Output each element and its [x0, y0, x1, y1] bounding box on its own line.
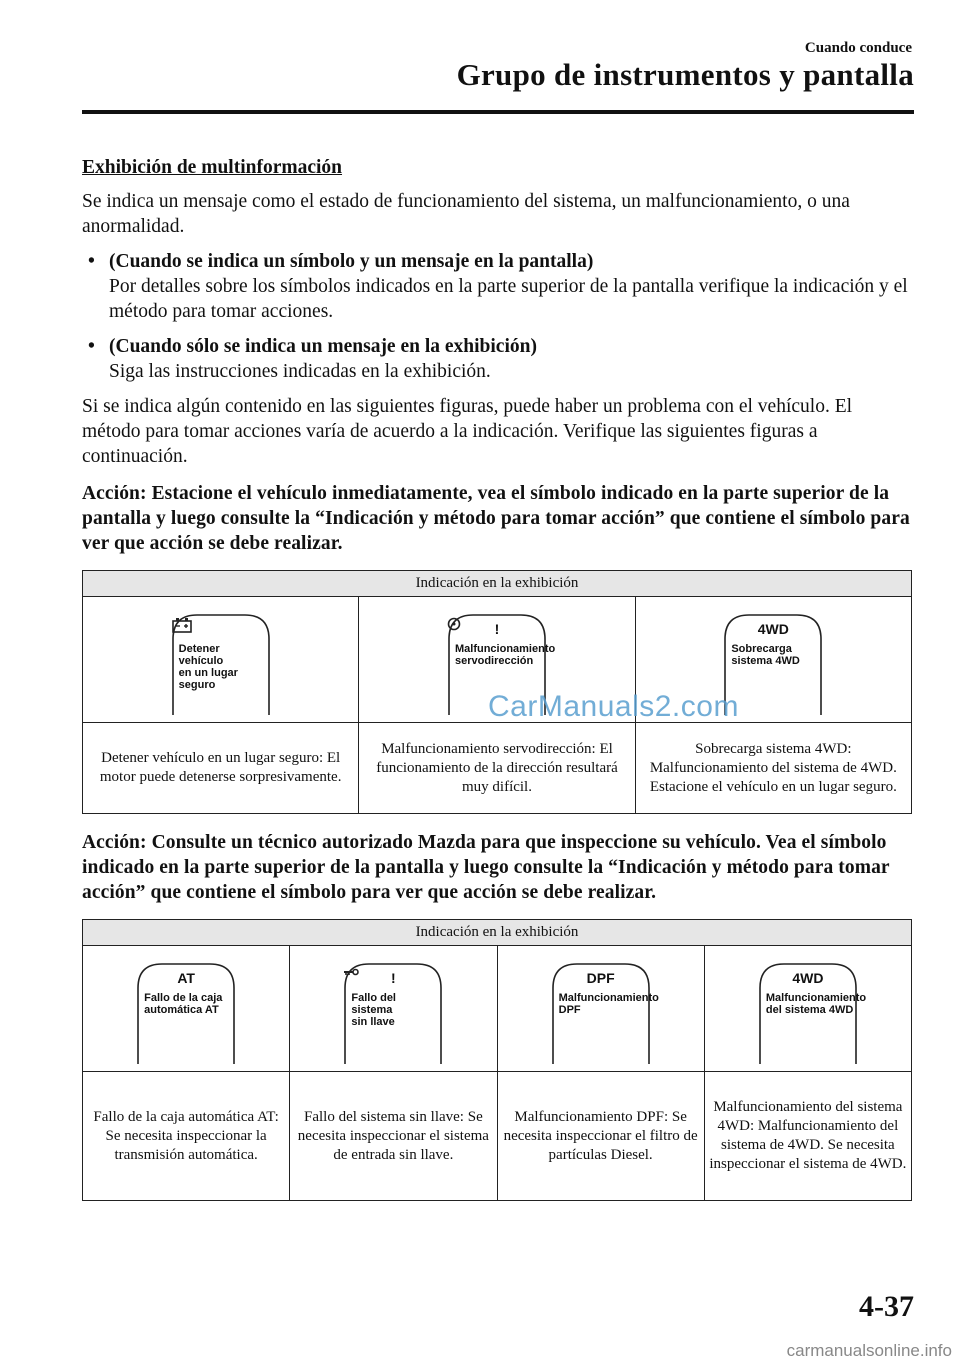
4wd-symbol: 4WD	[757, 621, 789, 637]
footer-site: carmanualsonline.info	[786, 1341, 952, 1360]
screen-message: Malfuncionamiento servodirección	[454, 643, 556, 667]
display-image-cell	[290, 946, 497, 1072]
screen-message: Detener vehículo en un lugar seguro	[178, 643, 238, 691]
display-description: Sobrecarga sistema 4WD: Malfuncionamiento del sistema de 4WD. Estacione el vehículo en un lugar seguro.	[635, 723, 911, 814]
bullet-heading: (Cuando sólo se indica un mensaje en la exhibición)	[109, 336, 537, 357]
action-instruction-1: Acción: Estacione el vehículo inmediatamente, vea el símbolo indicado en la parte superior de la pantalla y luego consulte la “Indicación y método para tomar acción” que contiene el símbolo para ver que acción se debe realizar.	[82, 483, 910, 554]
power-steering-warning-icon: !	[447, 617, 547, 642]
note-paragraph: Si se indica algún contenido en las siguientes figuras, puede haber un problema con el vehículo. El método para tomar acciones varía de acuerdo a la indicación. Verifique las siguientes figuras a continuación.	[82, 396, 853, 467]
bullet-text: Por detalles sobre los símbolos indicados en la parte superior de la pantalla verifique la indicación y el método para tomar acciones.	[109, 276, 908, 322]
bullet-text: Siga las instrucciones indicadas en la exhibición.	[109, 361, 491, 382]
table-header: Indicación en la exhibición	[83, 920, 912, 946]
section-label: Cuando conduce	[804, 40, 912, 56]
bullet-item	[82, 334, 912, 384]
at-symbol: AT	[177, 970, 195, 986]
watermark: CarManuals2.com	[488, 690, 739, 723]
display-screen	[758, 960, 867, 1064]
intro-paragraph: Se indica un mensaje como el estado de funcionamiento del sistema, un malfuncionamiento, o una anormalidad.	[82, 191, 850, 237]
bullet-heading: (Cuando se indica un símbolo y un mensaje en la pantalla)	[109, 251, 594, 272]
display-image-cell	[83, 597, 359, 723]
bullet-dot: •	[88, 336, 95, 357]
4wd-symbol: 4WD	[792, 970, 824, 986]
screen-message: Malfuncionamiento del sistema 4WD	[765, 992, 867, 1016]
display-screen	[551, 960, 659, 1064]
display-description: Fallo del sistema sin llave: Se necesita inspeccionar el sistema de entrada sin llave.	[290, 1072, 497, 1201]
screen-message: Fallo de la caja automática AT	[144, 992, 223, 1016]
screen-message: Sobrecarga sistema 4WD	[731, 643, 800, 667]
display-description: Detener vehículo en un lugar seguro: El motor puede detenerse sorpresivamente.	[83, 723, 359, 814]
dpf-symbol: DPF	[586, 970, 615, 986]
display-description: Fallo de la caja automática AT: Se necesita inspeccionar la transmisión automática.	[83, 1072, 290, 1201]
display-image-cell	[704, 946, 911, 1072]
table-header: Indicación en la exhibición	[83, 571, 912, 597]
page-number: 4-37	[859, 1290, 914, 1323]
display-description: Malfuncionamiento servodirección: El funcionamiento de la dirección resultará muy difícil.	[359, 723, 635, 814]
bullet-dot: •	[88, 251, 95, 272]
screen-message: Fallo del sistema sin llave	[351, 992, 396, 1028]
bullet-item	[82, 249, 912, 324]
display-description: Malfuncionamiento del sistema 4WD: Malfuncionamiento del sistema de 4WD. Se necesita inspeccionar el sistema de 4WD.	[704, 1072, 911, 1201]
key-warning-icon: !	[343, 966, 443, 991]
display-image-cell	[83, 946, 290, 1072]
display-screen	[171, 611, 271, 715]
display-table-2	[82, 919, 912, 1201]
page-content	[82, 155, 912, 1201]
screen-message: Malfuncionamiento DPF	[558, 992, 659, 1016]
page-title: Grupo de instrumentos y pantalla	[456, 57, 914, 92]
display-screen	[343, 960, 443, 1064]
action-instruction-2: Acción: Consulte un técnico autorizado Mazda para que inspeccione su vehículo. Vea el símbolo indicado en la parte superior de la pantalla y luego consulte la “Indicación y método para tomar acción” que contiene el símbolo para ver que acción se debe realizar.	[82, 832, 890, 903]
display-description: Malfuncionamiento DPF: Se necesita inspeccionar el filtro de partículas Diesel.	[497, 1072, 704, 1201]
display-screen	[136, 960, 236, 1064]
section-subtitle: Exhibición de multinformación	[82, 157, 343, 178]
header-divider	[82, 110, 914, 114]
display-image-cell	[497, 946, 704, 1072]
